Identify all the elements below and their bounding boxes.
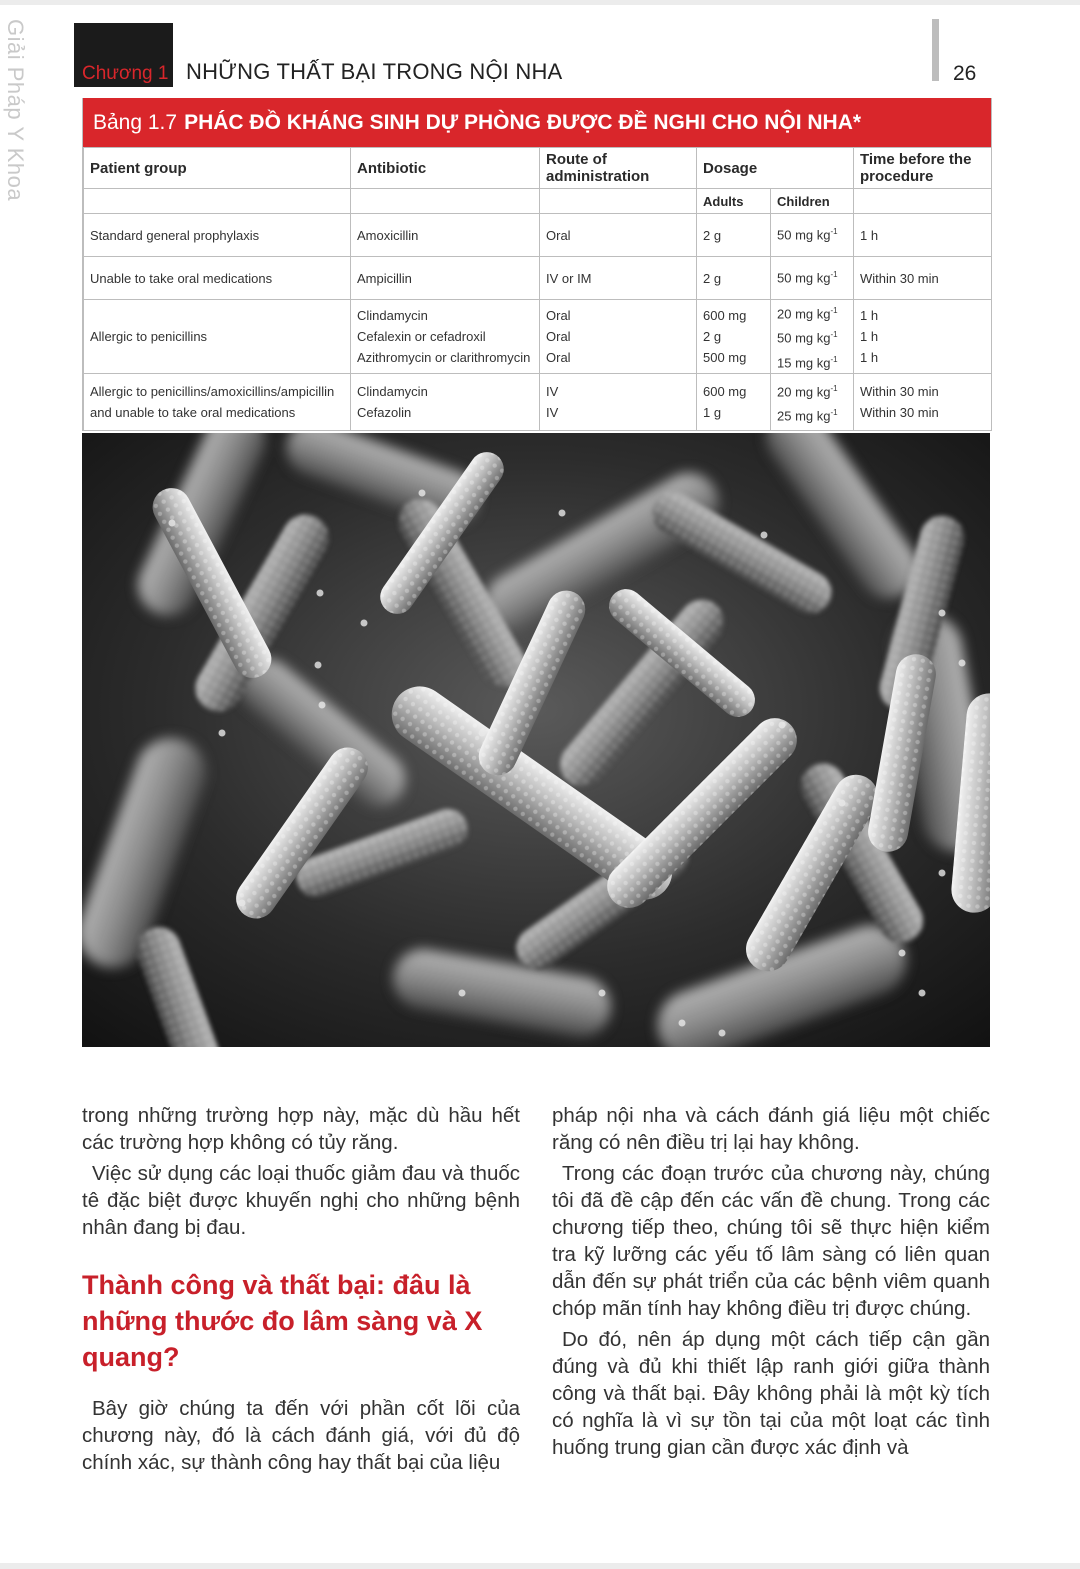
cell-line: 500 mg	[703, 349, 747, 365]
header-dosage: Dosage	[697, 148, 854, 189]
unit-superscript: -1	[830, 354, 838, 364]
particle-dot	[317, 590, 324, 597]
cell-route	[540, 300, 697, 374]
cell-line: 2 g	[703, 328, 722, 344]
cell-line: 1 g	[703, 404, 722, 420]
cell-line: 20 mg $kg^{-1}$	[777, 383, 838, 399]
bacteria-illustration	[82, 433, 990, 1047]
cell-line: Oral	[546, 227, 571, 243]
section-heading: Thành công và thất bại: đâu là những thước đo lâm sàng và X quang?	[82, 1270, 483, 1372]
particle-dot	[839, 800, 846, 807]
table-row	[84, 373, 992, 430]
cell-line: Ampicillin	[357, 270, 412, 286]
header-patient-group: Patient group	[84, 148, 351, 189]
header-antibiotic: Antibiotic	[351, 148, 540, 189]
particle-dot	[679, 1020, 686, 1027]
bacteria-rods-image	[82, 433, 990, 1047]
header-adults: Adults	[697, 189, 771, 214]
cell-line: Cefazolin	[357, 404, 412, 420]
particle-dot	[319, 702, 326, 709]
cell-line: Within 30 min	[860, 383, 939, 399]
subheader-empty	[84, 189, 351, 214]
paragraph: Do đó, nên áp dụng một cách tiếp cận gần đúng và đủ khi thiết lập ranh giới giữa thành công và thất bại. Đây không phải là một kỳ tích có nghĩa là vì sự tồn tại của một loạt các tình huống trung gian cần được xác định và	[552, 1328, 990, 1459]
particle-dot	[959, 660, 966, 667]
cell-time	[854, 214, 992, 257]
cell-route	[540, 257, 697, 300]
cell-children	[771, 257, 854, 300]
page-number: 26	[953, 62, 977, 85]
regimen-table	[83, 147, 992, 431]
cell-line: Cefalexin or cefadroxil	[357, 328, 486, 344]
particle-dot	[219, 730, 226, 737]
cell-line: 2 g	[703, 270, 722, 286]
cell-line: 2 g	[703, 227, 722, 243]
cell-line: 600 mg	[703, 383, 747, 399]
table-number: Bảng 1.7	[93, 110, 178, 134]
cell-line: Oral	[546, 307, 571, 323]
subheader-empty	[540, 189, 697, 214]
cell-line: Unable to take oral medications	[90, 270, 273, 286]
table-body	[84, 214, 992, 431]
subheader-empty	[351, 189, 540, 214]
cell-children	[771, 300, 854, 374]
cell-adults	[697, 257, 771, 300]
cell-line: 1 h	[860, 328, 879, 344]
cell-line: 600 mg	[703, 307, 747, 323]
cell-antibiotic	[351, 214, 540, 257]
cell-line: IV	[546, 383, 559, 399]
particle-dot	[939, 610, 946, 617]
cell-line: Oral	[546, 349, 571, 365]
cell-patient-group	[84, 300, 351, 374]
cell-line: 1 h	[860, 349, 879, 365]
cell-line: IV	[546, 404, 559, 420]
paragraph: Trong các đoạn trước của chương này, chúng tôi đã đề cập đến các vấn đề chung. Trong các chương tiếp theo, chúng tôi sẽ thực hiện kiểm tra kỹ lưỡng các yếu tố lâm sàng có liên quan dẫn đến sự phát triển của các bệnh viêm quanh chóp mãn tính hay không điều trị được chúng.	[552, 1162, 990, 1320]
cell-adults	[697, 214, 771, 257]
cell-line: 50 mg $kg^{-1}$	[777, 227, 838, 243]
cell-line: Azithromycin or clarithromycin	[357, 349, 531, 365]
cell-antibiotic	[351, 300, 540, 374]
page	[0, 5, 1080, 1563]
body-column-left	[82, 1102, 520, 1476]
cell-adults	[697, 300, 771, 374]
body-column-right	[552, 1102, 990, 1461]
paragraph: pháp nội nha và cách đánh giá liệu một chiếc răng có nên điều trị lại hay không.	[552, 1104, 990, 1154]
cell-route	[540, 373, 697, 430]
cell-line: 20 mg $kg^{-1}$	[777, 306, 838, 322]
cell-line: 1 h	[860, 227, 879, 243]
cell-line: 1 h	[860, 307, 879, 323]
cell-line: Within 30 min	[860, 270, 939, 286]
paragraph: trong những trường hợp này, mặc dù hầu hết các trường hợp không có tủy răng.	[82, 1104, 520, 1154]
table-title: PHÁC ĐỒ KHÁNG SINH DỰ PHÒNG ĐƯỢC ĐỀ NGHI CHO NỘI NHA*	[184, 110, 862, 134]
cell-line: IV or IM	[546, 270, 592, 286]
unit-superscript: -1	[830, 227, 838, 237]
header-time: Time before the procedure	[854, 148, 992, 189]
particle-dot	[459, 990, 466, 997]
particle-dot	[779, 722, 786, 729]
chapter-title: NHỮNG THẤT BẠI TRONG NỘI NHA	[186, 59, 563, 84]
unit-superscript: -1	[830, 330, 838, 340]
unit-superscript: -1	[830, 306, 838, 315]
subheader-empty	[854, 189, 992, 214]
cell-line: Allergic to penicillins	[90, 328, 208, 344]
particle-dot	[315, 662, 322, 669]
cell-line: 50 mg $kg^{-1}$	[777, 270, 838, 286]
table-row	[84, 214, 992, 257]
cell-line: and unable to take oral medications	[90, 404, 296, 420]
particle-dot	[761, 532, 768, 539]
particle-dot	[239, 900, 246, 907]
cell-line: Clindamycin	[357, 383, 428, 399]
header-route: Route of administration	[540, 148, 697, 189]
cell-line: 50 mg $kg^{-1}$	[777, 330, 838, 346]
cell-line: Clindamycin	[357, 307, 428, 323]
cell-children	[771, 214, 854, 257]
table-row	[84, 300, 992, 374]
unit-superscript: -1	[830, 407, 838, 417]
particle-dot	[939, 870, 946, 877]
cell-patient-group	[84, 214, 351, 257]
cell-line: Allergic to penicillins/amoxicillins/ampicillin	[90, 383, 335, 399]
cell-line: Standard general prophylaxis	[90, 227, 260, 243]
cell-time	[854, 373, 992, 430]
cell-patient-group	[84, 373, 351, 430]
chapter-label: Chương 1	[82, 63, 169, 84]
cell-line: Within 30 min	[860, 404, 939, 420]
paragraph: Bây giờ chúng ta đến với phần cốt lõi của chương này, đó là cách đánh giá, với đủ độ chính xác, sự thành công hay thất bại của liệu	[82, 1397, 520, 1474]
cell-time	[854, 300, 992, 374]
paragraph: Việc sử dụng các loại thuốc giảm đau và thuốc tê đặc biệt được khuyến nghị cho những bệnh nhân đang bị đau.	[82, 1162, 520, 1239]
particle-dot	[169, 520, 176, 527]
particle-dot	[479, 730, 486, 737]
cell-antibiotic	[351, 373, 540, 430]
particle-dot	[719, 1030, 726, 1037]
particle-dot	[419, 490, 426, 497]
cell-time	[854, 257, 992, 300]
cell-antibiotic	[351, 257, 540, 300]
cell-patient-group	[84, 257, 351, 300]
page-number-bar	[932, 19, 939, 81]
unit-superscript: -1	[830, 270, 838, 280]
particle-dot	[559, 510, 566, 517]
cell-line: 15 mg $kg^{-1}$	[777, 354, 838, 370]
watermark: Giải Pháp Y Khoa	[3, 19, 28, 202]
cell-line: Amoxicillin	[357, 227, 419, 243]
particle-dot	[919, 990, 926, 997]
cell-line: Oral	[546, 328, 571, 344]
particle-dot	[361, 620, 368, 627]
antibiotic-table	[82, 98, 992, 431]
header-children: Children	[771, 189, 854, 214]
particle-dot	[899, 950, 906, 957]
unit-superscript: -1	[830, 383, 838, 393]
table-title-bar	[83, 98, 991, 147]
cell-adults	[697, 373, 771, 430]
particle-dot	[599, 990, 606, 997]
table-row	[84, 257, 992, 300]
cell-line: 25 mg $kg^{-1}$	[777, 407, 838, 424]
cell-route	[540, 214, 697, 257]
cell-children	[771, 373, 854, 430]
